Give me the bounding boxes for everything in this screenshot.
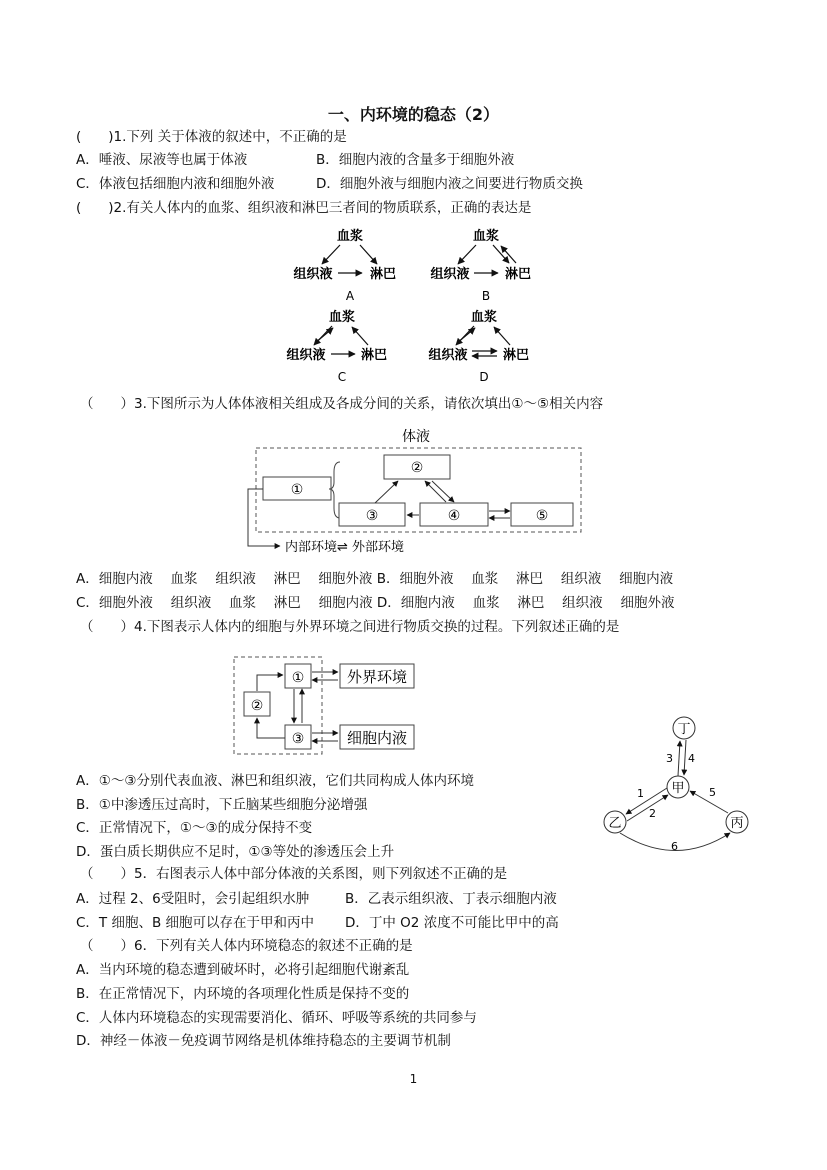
q6-option-b: B．在正常情况下，内环境的各项理化性质是保持不变的	[76, 986, 410, 1002]
q5-stem: （ ）5．右图表示人体中部分体液的关系图，则下列叙述不正确的是	[80, 866, 508, 882]
q3-node-4: ④	[447, 508, 461, 524]
q2b-lymph: 淋巴	[504, 267, 532, 282]
q3-node-1: ①	[290, 482, 304, 498]
q5-arrow-5: 5	[709, 786, 716, 799]
q4-intracellular: 细胞内液	[346, 729, 408, 747]
q6-option-c: C．人体内环境稳态的实现需要消化、循环、呼吸等系统的共同参与	[76, 1010, 477, 1026]
page-title: 一、内环境的稳态（2）	[327, 105, 500, 124]
q2d-plasma: 血浆	[470, 310, 498, 325]
q5-diagram	[604, 717, 748, 853]
q6-stem: （ ）6．下列有关人体内环境稳态的叙述不正确的是	[80, 938, 413, 954]
q1-option-c: C．体液包括细胞内液和细胞外液	[76, 176, 275, 192]
q6-option-d: D．神经－体液－免疫调节网络是机体维持稳态的主要调节机制	[76, 1033, 451, 1049]
q6-option-a: A．当内环境的稳态遭到破坏时，必将引起细胞代谢紊乱	[76, 962, 410, 978]
q2d-lymph: 淋巴	[502, 348, 530, 363]
q2b-tissue: 组织液	[430, 267, 470, 282]
q2-diagram-c	[286, 309, 387, 384]
q4-node-3: ③	[291, 731, 305, 747]
page-number: 1	[409, 1072, 418, 1086]
q3-body-fluid-label: 体液	[402, 429, 430, 445]
q2c-lymph: 淋巴	[360, 348, 388, 363]
q5-node-ding: 丁	[677, 722, 691, 737]
q4-stem: （ ）4.下图表示人体内的细胞与外界环境之间进行物质交换的过程。下列叙述正确的是	[80, 619, 620, 635]
q2-diagram-b	[430, 228, 531, 303]
q2c-plasma: 血浆	[328, 310, 356, 325]
q3-node-2: ②	[410, 460, 424, 476]
q5-arrow-1: 1	[637, 787, 644, 800]
q3-bottom-label: 内部环境⇌ 外部环境	[285, 540, 405, 555]
q2-diagram-d	[428, 309, 529, 384]
q4-node-2: ②	[250, 698, 264, 714]
q4-node-1: ①	[291, 670, 305, 686]
q5-arrow-3: 3	[666, 752, 673, 765]
q2a-tissue: 组织液	[293, 267, 333, 282]
q2d-tissue: 组织液	[428, 348, 468, 363]
q2a-lymph: 淋巴	[369, 267, 397, 282]
q4-option-a: A．①～③分别代表血液、淋巴和组织液，它们共同构成人体内环境	[76, 773, 474, 789]
q1-option-a: A．唾液、尿液等也属于体液	[76, 152, 248, 168]
q4-outer-env: 外界环境	[346, 668, 408, 686]
q3-node-5: ⑤	[535, 508, 549, 524]
q4-option-c: C．正常情况下，①～③的成分保持不变	[76, 820, 313, 836]
q2c-tissue: 组织液	[286, 348, 326, 363]
q1-stem: ( )1.下列 关于体液的叙述中，不正确的是	[76, 129, 347, 145]
q4-option-b: B．①中渗透压过高时，下丘脑某些细胞分泌增强	[76, 797, 368, 813]
q4-diagram	[234, 657, 414, 754]
q5-option-c: C．T 细胞、B 细胞可以存在于甲和丙中	[76, 915, 315, 931]
q5-arrow-2: 2	[649, 807, 656, 820]
q3-options-row2: C．细胞外液 组织液 血浆 淋巴 细胞内液 D．细胞内液 血浆 淋巴 组织液 细胞外液	[76, 595, 675, 611]
q2-label-d: D	[479, 370, 489, 384]
q2-label-b: B	[481, 289, 491, 303]
q2-label-a: A	[345, 289, 355, 303]
q4-option-d: D．蛋白质长期供应不足时，①③等处的渗透压会上升	[76, 844, 395, 860]
q3-options-row1: A．细胞内液 血浆 组织液 淋巴 细胞外液 B．细胞外液 血浆 淋巴 组织液 细胞内液	[76, 571, 674, 587]
q5-arrow-6: 6	[671, 840, 678, 853]
q3-node-3: ③	[365, 508, 379, 524]
q3-diagram	[248, 428, 581, 555]
q5-option-a: A．过程 2、6受阻时，会引起组织水肿	[76, 891, 310, 907]
q5-node-yi: 乙	[608, 816, 622, 831]
q2b-plasma: 血浆	[472, 229, 500, 244]
q2-label-c: C	[337, 370, 347, 384]
q2-stem: ( )2.有关人体内的血浆、组织液和淋巴三者间的物质联系，正确的表达是	[76, 200, 532, 216]
q5-node-jia: 甲	[671, 781, 685, 796]
q5-option-d: D．丁中 O2 浓度不可能比甲中的高	[345, 915, 559, 931]
q2-diagram-a	[293, 228, 396, 303]
q5-arrow-4: 4	[688, 752, 695, 765]
q1-option-b: B．细胞内液的含量多于细胞外液	[316, 152, 515, 168]
q5-node-bing: 丙	[730, 816, 744, 831]
q1-option-d: D．细胞外液与细胞内液之间要进行物质交换	[316, 176, 583, 192]
q5-option-b: B．乙表示组织液、丁表示细胞内液	[345, 891, 557, 907]
q2a-plasma: 血浆	[336, 229, 364, 244]
q3-stem: （ ）3.下图所示为人体体液相关组成及各成分间的关系，请依次填出①～⑤相关内容	[80, 396, 604, 412]
